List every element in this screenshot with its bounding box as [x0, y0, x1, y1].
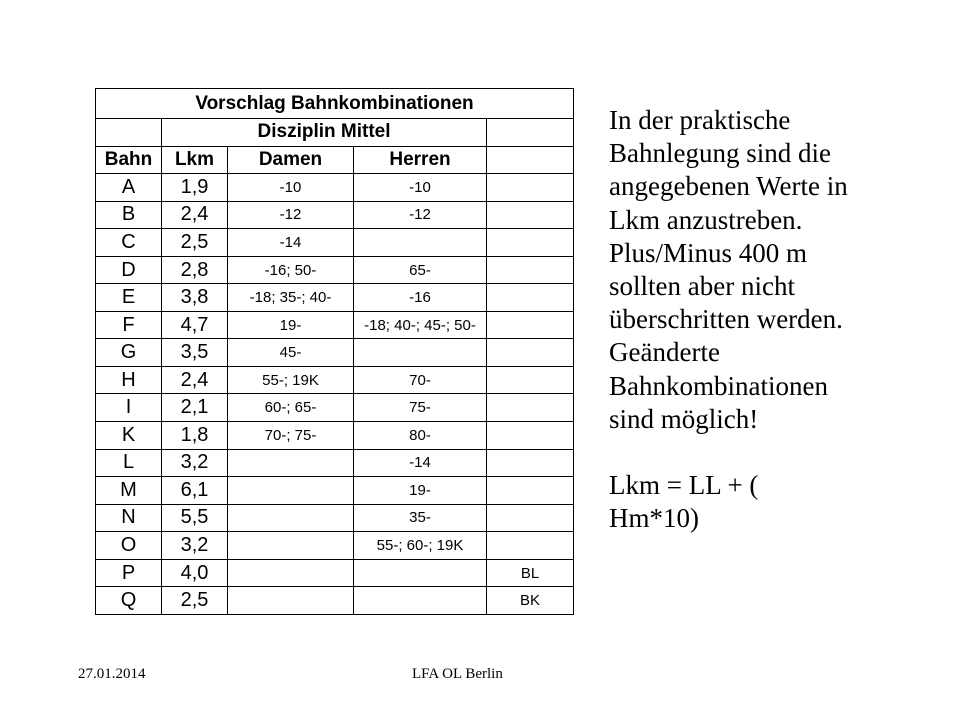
table-row	[96, 394, 574, 422]
cell-extra	[487, 422, 574, 450]
cell-herren: -10	[354, 174, 487, 202]
cell-bahn: M	[96, 477, 162, 505]
cell-herren: -16	[354, 284, 487, 312]
table-header-row	[96, 146, 574, 174]
note-line: sollten aber nicht	[609, 271, 795, 302]
cell-damen: 45-	[228, 339, 354, 367]
table-row	[96, 284, 574, 312]
cell-extra: BK	[487, 587, 574, 615]
cell-extra	[487, 339, 574, 367]
table-title-row	[96, 89, 574, 119]
cell-herren: 70-	[354, 366, 487, 394]
table-row	[96, 339, 574, 367]
cell-extra	[487, 311, 574, 339]
note-line: Lkm anzustreben.	[609, 204, 803, 235]
formula-line: Hm*10)	[609, 503, 699, 534]
empty-cell	[487, 119, 574, 147]
cell-lkm: 2,5	[162, 229, 228, 257]
cell-bahn: C	[96, 229, 162, 257]
cell-bahn: L	[96, 449, 162, 477]
cell-lkm: 2,4	[162, 366, 228, 394]
cell-lkm: 1,8	[162, 422, 228, 450]
cell-damen: 70-; 75-	[228, 422, 354, 450]
formula-line: Lkm = LL + (	[609, 470, 759, 501]
table-row	[96, 422, 574, 450]
table-row	[96, 532, 574, 560]
cell-herren: 55-; 60-; 19K	[354, 532, 487, 560]
cell-damen: -10	[228, 174, 354, 202]
cell-bahn: B	[96, 201, 162, 229]
note-line: sind möglich!	[609, 403, 759, 434]
cell-bahn: G	[96, 339, 162, 367]
cell-herren: 19-	[354, 477, 487, 505]
spacer	[609, 436, 909, 469]
table-row	[96, 311, 574, 339]
course-combination-table	[95, 88, 574, 615]
cell-lkm: 3,2	[162, 532, 228, 560]
cell-bahn: A	[96, 174, 162, 202]
cell-herren: 80-	[354, 422, 487, 450]
cell-damen: -14	[228, 229, 354, 257]
table-title: Vorschlag Bahnkombinationen	[96, 89, 574, 119]
cell-herren	[354, 229, 487, 257]
cell-herren: 65-	[354, 256, 487, 284]
cell-herren: -18; 40-; 45-; 50-	[354, 311, 487, 339]
cell-extra	[487, 366, 574, 394]
table-row	[96, 229, 574, 257]
cell-damen: -16; 50-	[228, 256, 354, 284]
cell-bahn: F	[96, 311, 162, 339]
note-line: Bahnlegung sind die	[609, 138, 831, 169]
cell-lkm: 5,5	[162, 504, 228, 532]
cell-extra	[487, 394, 574, 422]
table-row	[96, 449, 574, 477]
cell-herren	[354, 587, 487, 615]
cell-bahn: H	[96, 366, 162, 394]
cell-lkm: 3,5	[162, 339, 228, 367]
cell-damen: 19-	[228, 311, 354, 339]
note-line: überschritten werden.	[609, 304, 843, 335]
cell-damen	[228, 504, 354, 532]
note-line: Geänderte	[609, 337, 720, 368]
cell-bahn: Q	[96, 587, 162, 615]
note-line: Plus/Minus 400 m	[609, 237, 808, 268]
cell-bahn: E	[96, 284, 162, 312]
cell-lkm: 3,8	[162, 284, 228, 312]
note-line: Bahnkombinationen	[609, 370, 828, 401]
table-row	[96, 504, 574, 532]
cell-damen: -12	[228, 201, 354, 229]
cell-damen	[228, 477, 354, 505]
cell-bahn: N	[96, 504, 162, 532]
footer-date: 27.01.2014	[78, 666, 146, 682]
cell-bahn: O	[96, 532, 162, 560]
cell-extra	[487, 256, 574, 284]
cell-extra	[487, 477, 574, 505]
cell-lkm: 3,2	[162, 449, 228, 477]
table-row	[96, 366, 574, 394]
cell-lkm: 4,7	[162, 311, 228, 339]
cell-damen	[228, 532, 354, 560]
table-subtitle-row	[96, 119, 574, 147]
empty-cell	[487, 146, 574, 174]
notes-text	[609, 104, 909, 536]
cell-damen	[228, 559, 354, 587]
cell-extra: BL	[487, 559, 574, 587]
table-row	[96, 174, 574, 202]
empty-cell	[96, 119, 162, 147]
cell-herren	[354, 339, 487, 367]
cell-damen: 60-; 65-	[228, 394, 354, 422]
header-damen: Damen	[228, 146, 354, 174]
cell-bahn: K	[96, 422, 162, 450]
note-line: angegebenen Werte in	[609, 171, 848, 202]
cell-extra	[487, 229, 574, 257]
cell-herren: 75-	[354, 394, 487, 422]
cell-damen: 55-; 19K	[228, 366, 354, 394]
cell-extra	[487, 449, 574, 477]
cell-damen	[228, 449, 354, 477]
cell-bahn: I	[96, 394, 162, 422]
footer-org: LFA OL Berlin	[412, 666, 503, 682]
cell-herren: 35-	[354, 504, 487, 532]
cell-lkm: 1,9	[162, 174, 228, 202]
table-row	[96, 201, 574, 229]
cell-herren: -14	[354, 449, 487, 477]
cell-lkm: 2,4	[162, 201, 228, 229]
table-row	[96, 477, 574, 505]
cell-lkm: 2,5	[162, 587, 228, 615]
table-row	[96, 559, 574, 587]
cell-lkm: 2,8	[162, 256, 228, 284]
table-row	[96, 256, 574, 284]
cell-herren: -12	[354, 201, 487, 229]
cell-extra	[487, 284, 574, 312]
cell-bahn: P	[96, 559, 162, 587]
header-bahn: Bahn	[96, 146, 162, 174]
table-subtitle: Disziplin Mittel	[162, 119, 487, 147]
header-herren: Herren	[354, 146, 487, 174]
cell-damen	[228, 587, 354, 615]
cell-extra	[487, 504, 574, 532]
cell-damen: -18; 35-; 40-	[228, 284, 354, 312]
cell-extra	[487, 532, 574, 560]
cell-lkm: 6,1	[162, 477, 228, 505]
header-lkm: Lkm	[162, 146, 228, 174]
cell-bahn: D	[96, 256, 162, 284]
cell-extra	[487, 201, 574, 229]
cell-lkm: 4,0	[162, 559, 228, 587]
cell-herren	[354, 559, 487, 587]
cell-extra	[487, 174, 574, 202]
table-row	[96, 587, 574, 615]
note-line: In der praktische	[609, 105, 791, 135]
cell-lkm: 2,1	[162, 394, 228, 422]
